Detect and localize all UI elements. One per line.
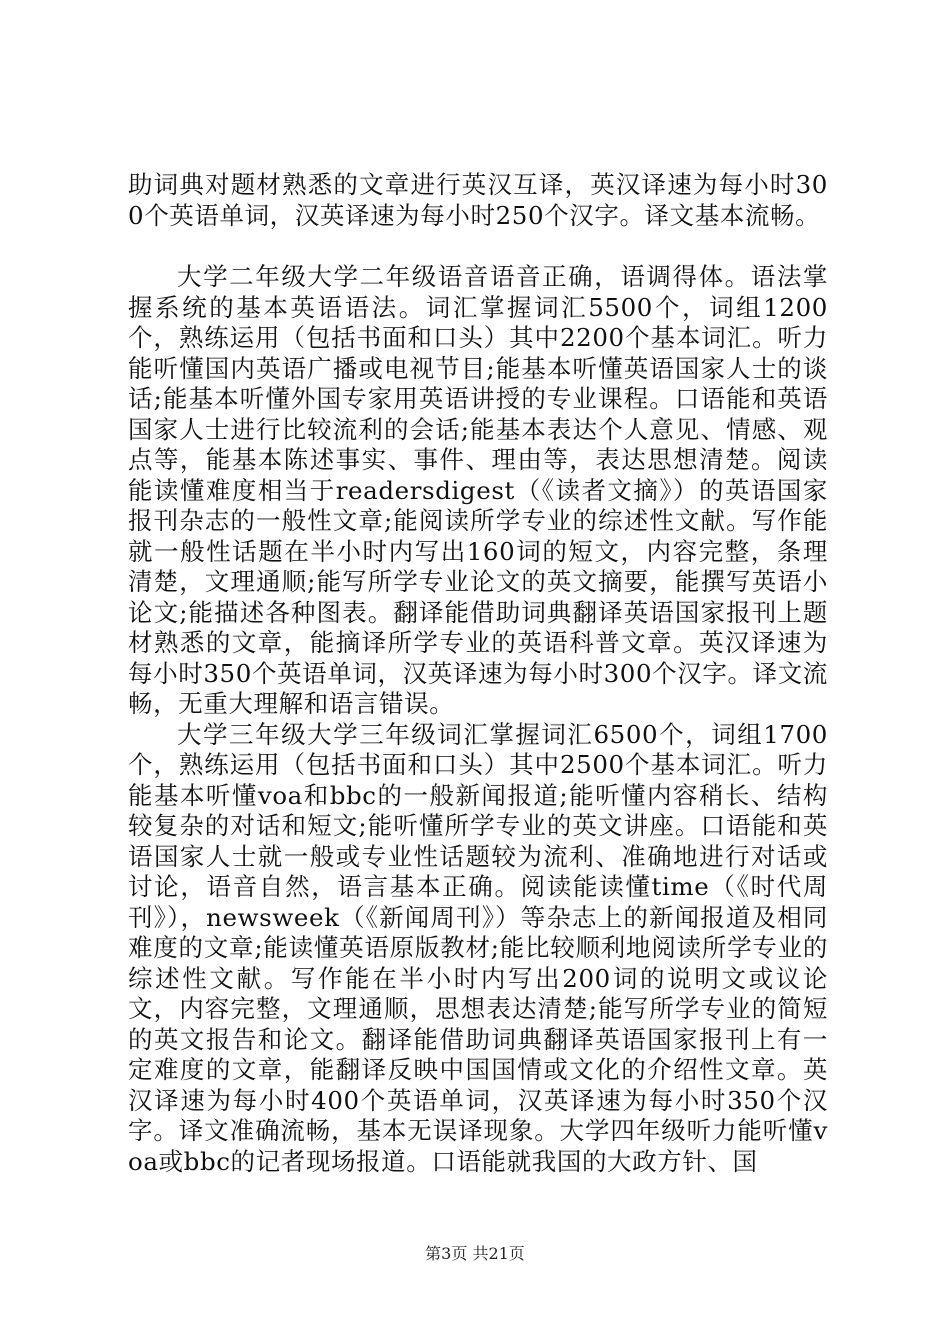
paragraph-year-three: 大学三年级大学三年级词汇掌握词汇6500个，词组1700个，熟练运用（包括书面和口头）其中2500个基本词汇。听力能基本听懂voa和bbc的一般新闻报道;能听懂内容稍长、结构较复杂的对话和短文;能听懂所学专业的英文讲座。口语能和英语国家人士就一般或专业性话题较为流利、准确地进行对话或讨论，语音自然，语言基本正确。阅读能读懂time（《时代周刊》），newsweek（《新闻周刊》）等杂志上的新闻报道及相同难度的文章;能读懂英语原版教材;能比较顺利地阅读所学专业的综述性文献。写作能在半小时内写出200词的说明文或议论文，内容完整，文理通顺，思想表达清楚;能写所学专业的简短的英文报告和论文。翻译能借助词典翻译英语国家报刊上有一定难度的文章，能翻译反映中国国情或文化的介绍性文章。英汉译速为每小时400个英语单词，汉英译速为每小时350个汉字。译文准确流畅，基本无误译现象。大学四年级听力能听懂voa或bbc的记者现场报道。口语能就我国的大政方针、国 <box>128 719 828 1176</box>
document-body <box>128 170 828 1177</box>
page-number-label: 第3页 共21页 <box>425 1244 525 1263</box>
page-footer <box>0 1244 950 1264</box>
paragraph-continuation: 助词典对题材熟悉的文章进行英汉互译，英汉译速为每小时300个英语单词，汉英译速为每小时250个汉字。译文基本流畅。 <box>128 170 828 230</box>
paragraph-year-two: 大学二年级大学二年级语音语音正确，语调得体。语法掌握系统的基本英语语法。词汇掌握词汇5500个，词组1200个，熟练运用（包括书面和口头）其中2200个基本词汇。听力能听懂国内英语广播或电视节目;能基本听懂英语国家人士的谈话;能基本听懂外国专家用英语讲授的专业课程。口语能和英语国家人士进行比较流利的会话;能基本表达个人意见、情感、观点等，能基本陈述事实、事件、理由等，表达思想清楚。阅读能读懂难度相当于readersdigest（《读者文摘》）的英语国家报刊杂志的一般性文章;能阅读所学专业的综述性文献。写作能就一般性话题在半小时内写出160词的短文，内容完整，条理清楚，文理通顺;能写所学专业论文的英文摘要，能撰写英语小论文;能描述各种图表。翻译能借助词典翻译英语国家报刊上题材熟悉的文章，能摘译所学专业的英语科普文章。英汉译速为每小时350个英语单词，汉英译速为每小时300个汉字。译文流畅，无重大理解和语言错误。 <box>128 262 828 718</box>
